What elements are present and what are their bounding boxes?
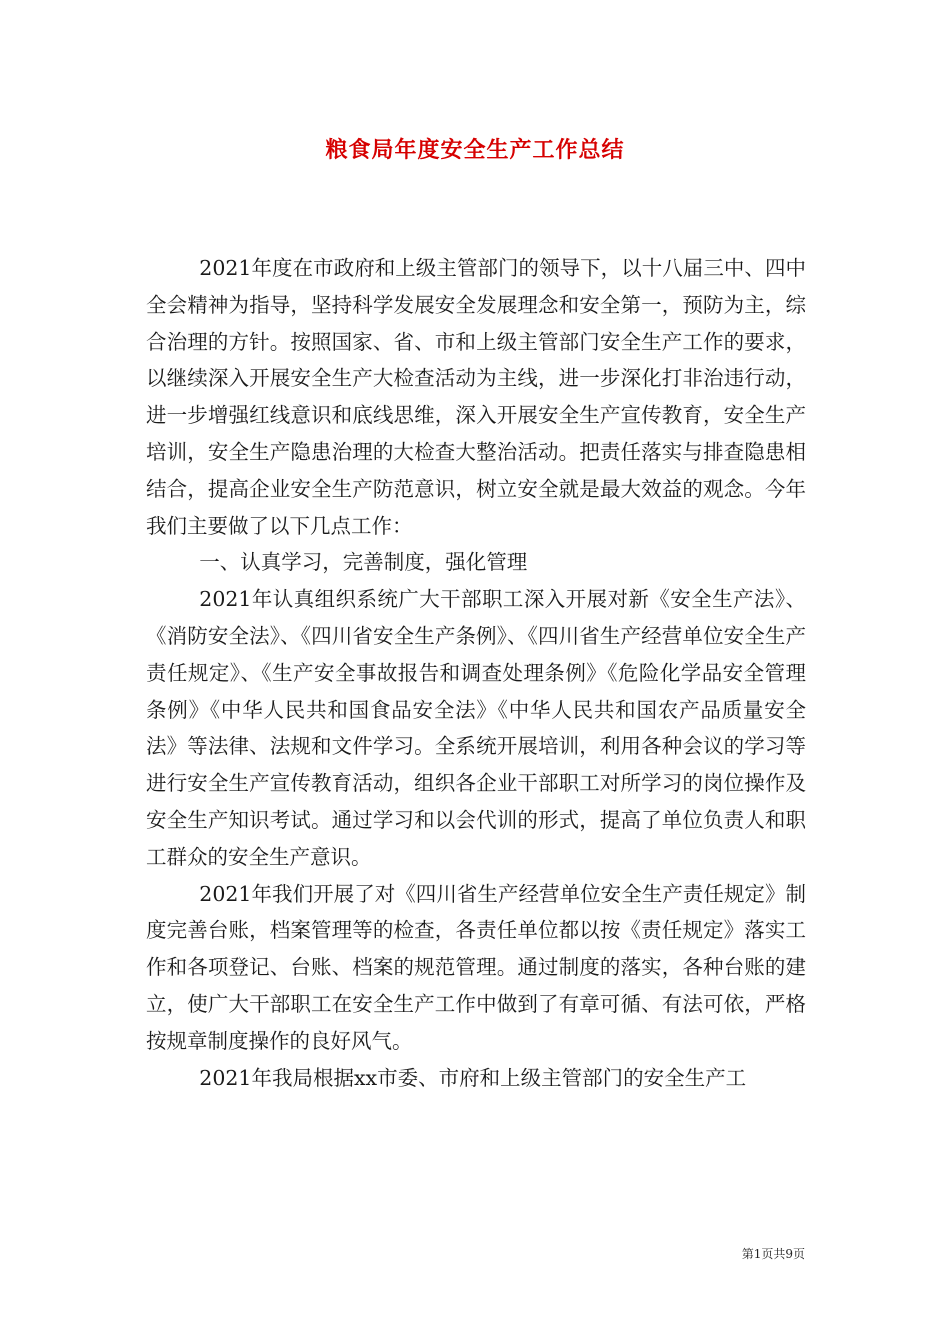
paragraph-regulations: 2021年我们开展了对《四川省生产经营单位安全生产责任规定》制度完善台账，档案管理等的检查，各责任单位都以按《责任规定》落实工作和各项登记、台账、档案的规范管理。通过制度的落实，各种台账的建立，使广大干部职工在安全生产工作中做到了有章可循、有法可依，严格按规章制度操作的良好风气。 xyxy=(146,881,806,1053)
document-body xyxy=(146,250,806,1096)
paragraph-city: 2021年我局根据xx市委、市府和上级主管部门的安全生产工 xyxy=(199,1065,747,1090)
paragraph-intro: 2021年度在市政府和上级主管部门的领导下，以十八届三中、四中全会精神为指导，坚持科学发展安全发展理念和安全第一，预防为主，综合治理的方针。按照国家、省、市和上级主管部门安全生产工作的要求，以继续深入开展安全生产大检查活动为主线，进一步深化打非治违行动，进一步增强红线意识和底线思维，深入开展安全生产宣传教育，安全生产培训，安全生产隐患治理的大检查大整治活动。把责任落实与排查隐患相结合，提高企业安全生产防范意识，树立安全就是最大效益的观念。今年我们主要做了以下几点工作： xyxy=(146,256,806,538)
document-title: 粮食局年度安全生产工作总结 xyxy=(325,137,625,163)
section-heading-1: 一、认真学习，完善制度，强化管理 xyxy=(199,550,528,575)
page-number: 第1页共9页 xyxy=(741,1247,805,1261)
paragraph-study: 2021年认真组织系统广大干部职工深入开展对新《安全生产法》、《消防安全法》、《四川省安全生产条例》、《四川省生产经营单位安全生产责任规定》、《生产安全事故报告和调查处理条例》《危险化学品安全管理条例》《中华人民共和国食品安全法》《中华人民共和国农产品质量安全法》等法律、法规和文件学习。全系统开展培训，利用各种会议的学习等进行安全生产宣传教育活动，组织各企业干部职工对所学习的岗位操作及安全生产知识考试。通过学习和以会代训的形式，提高了单位负责人和职工群众的安全生产意识。 xyxy=(146,587,806,869)
